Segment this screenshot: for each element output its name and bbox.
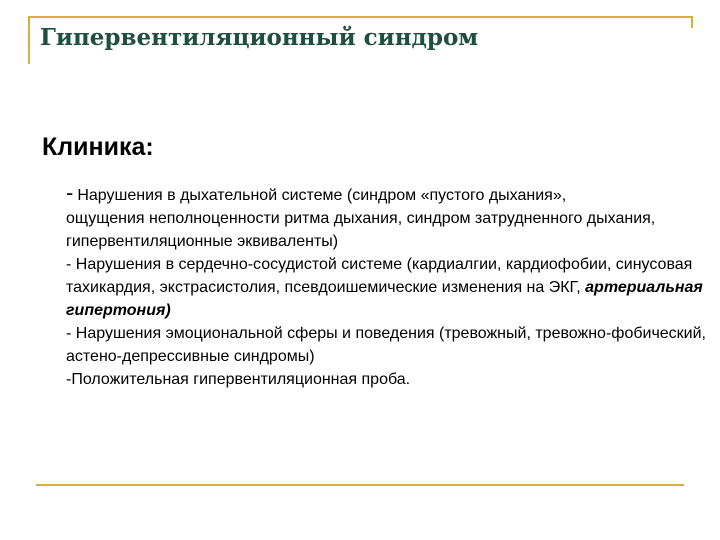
paragraph-respiratory-first-line [66,180,706,207]
paragraph-cardiovascular [66,253,706,322]
paragraph-respiratory-line1: Нарушения в дыхательной системе (синдром «пустого дыхания», [77,187,567,204]
paragraph-hyperventilation-test: -Положительная гипервентиляционная проба. [66,371,411,388]
slide-title: Гипервентиляционный синдром [40,24,479,51]
frame-right-rule [691,16,693,28]
paragraph-cardiovascular-text: - Нарушения в сердечно-сосудистой системе (кардиалгии, кардиофобии, синусовая тахикардия, экстрасистолия, псевдоишемические изменения на ЭКГ, [66,256,693,296]
content-body [66,180,706,391]
section-heading: Клиника: [42,133,154,161]
bullet-dash: - [66,180,74,205]
paragraph-respiratory [66,180,706,253]
frame-top-rule [28,16,693,18]
bottom-rule [36,484,684,486]
paragraph-emotional: - Нарушения эмоциональной сферы и поведения (тревожный, тревожно-фобический, астено-депрессивные синдромы) [66,325,706,365]
frame-left-rule [28,16,30,64]
paragraph-cardiovascular-emphasis: артериальная гипертония) [66,279,703,319]
paragraph-respiratory-rest: ощущения неполноценности ритма дыхания, синдром затрудненного дыхания, гипервентиляционные эквиваленты) [66,210,656,250]
